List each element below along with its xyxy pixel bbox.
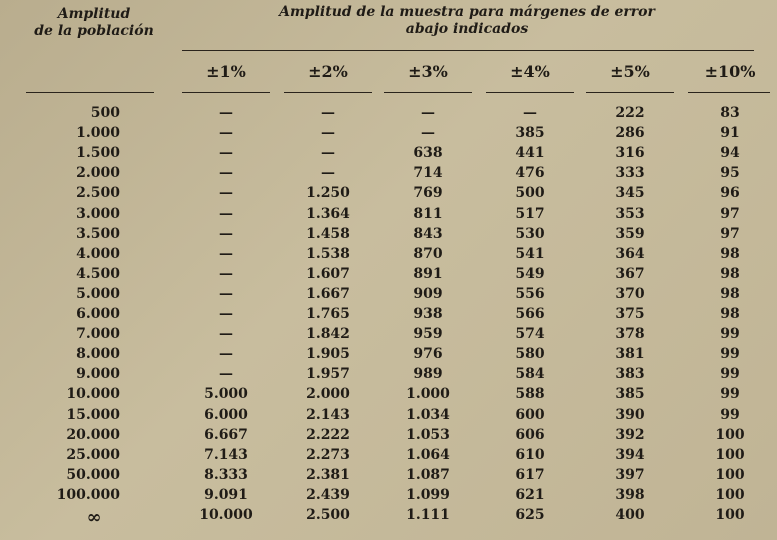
margin-header-row xyxy=(0,62,777,86)
sample-size-cell: 1.607 xyxy=(306,265,350,282)
sample-size-cell: 1.064 xyxy=(406,446,450,463)
sample-size-cell: 97 xyxy=(720,205,740,222)
sample-size-cell: 98 xyxy=(720,285,740,302)
sample-size-cell: 2.500 xyxy=(306,507,350,523)
sample-size-cell: 98 xyxy=(720,245,740,262)
sample-size-cell: 2.222 xyxy=(306,426,350,443)
sample-header xyxy=(180,4,754,38)
sample-size-cell: 100 xyxy=(715,426,745,443)
table-row xyxy=(0,366,777,386)
sample-size-cell: 94 xyxy=(720,145,740,162)
sample-size-cell: 100 xyxy=(715,486,745,503)
sample-size-cell: 385 xyxy=(515,125,545,142)
table-row xyxy=(0,246,777,266)
sample-size-cell: 1.538 xyxy=(306,245,350,262)
sample-size-cell: 394 xyxy=(615,446,645,463)
sample-size-cell: 9.091 xyxy=(204,486,248,503)
sample-size-cell: 638 xyxy=(413,145,443,162)
sample-size-cell: 606 xyxy=(515,426,545,443)
sample-size-cell: 99 xyxy=(720,326,740,343)
sample-size-cell: 1.765 xyxy=(306,306,350,322)
sample-size-cell: 1.099 xyxy=(406,486,450,503)
population-cell: 25.000 xyxy=(66,446,120,463)
sample-size-cell: 2.143 xyxy=(306,406,350,423)
sample-size-cell: 811 xyxy=(413,205,443,222)
table-row xyxy=(0,386,777,406)
sample-size-cell: 1.000 xyxy=(406,386,450,403)
population-cell: 50.000 xyxy=(66,466,120,483)
sample-header-line1: Amplitud de la muestra para márgenes de error xyxy=(279,4,655,20)
sample-size-cell: 989 xyxy=(413,366,443,383)
header-underline xyxy=(586,92,674,93)
sample-size-cell: 1.667 xyxy=(306,285,350,302)
table-row xyxy=(0,185,777,205)
population-cell: ∞ xyxy=(86,507,102,528)
sample-size-cell: — xyxy=(219,245,233,262)
margin-header-cell: ±5% xyxy=(610,62,650,81)
table-row xyxy=(0,165,777,185)
population-cell: 3.500 xyxy=(76,225,120,242)
sample-size-cell: 96 xyxy=(720,185,740,202)
population-cell: 2.500 xyxy=(76,185,120,202)
sample-size-cell: 621 xyxy=(515,486,545,503)
sample-size-cell: 286 xyxy=(615,125,645,142)
sample-size-cell: — xyxy=(219,205,233,222)
population-cell: 15.000 xyxy=(66,406,120,423)
header-underline xyxy=(486,92,574,93)
table-row xyxy=(0,467,777,487)
sample-size-cell: 1.842 xyxy=(306,326,350,343)
population-cell: 4.000 xyxy=(76,245,120,262)
sample-size-cell: 610 xyxy=(515,446,545,463)
sample-size-cell: — xyxy=(219,285,233,302)
table-row xyxy=(0,226,777,246)
table-row xyxy=(0,427,777,447)
sample-size-cell: 541 xyxy=(515,245,545,262)
sample-size-cell: — xyxy=(321,125,335,142)
table-row xyxy=(0,487,777,507)
population-cell: 20.000 xyxy=(66,426,120,443)
sample-size-cell: 381 xyxy=(615,346,645,363)
sample-size-cell: — xyxy=(219,125,233,142)
sample-size-cell: 566 xyxy=(515,306,545,322)
sample-size-cell: — xyxy=(219,145,233,162)
sample-size-cell: 617 xyxy=(515,466,545,483)
table-row xyxy=(0,105,777,125)
sample-size-cell: 91 xyxy=(720,125,740,142)
population-header xyxy=(24,6,164,40)
sample-size-cell: 574 xyxy=(515,326,545,343)
table-row xyxy=(0,507,777,527)
sample-size-cell: 556 xyxy=(515,285,545,302)
margin-header-cell: ±4% xyxy=(510,62,550,81)
table-row xyxy=(0,125,777,145)
sample-size-cell: 891 xyxy=(413,265,443,282)
header-underline xyxy=(182,92,270,93)
header-underline xyxy=(688,92,770,93)
sample-size-cell: 714 xyxy=(413,165,443,182)
sample-size-cell: 2.273 xyxy=(306,446,350,463)
sample-size-cell: 385 xyxy=(615,386,645,403)
population-cell: 6.000 xyxy=(76,306,120,322)
sample-size-cell: 1.458 xyxy=(306,225,350,242)
table-row xyxy=(0,206,777,226)
sample-size-cell: 976 xyxy=(413,346,443,363)
sample-size-cell: 95 xyxy=(720,165,740,182)
sample-size-cell: 1.087 xyxy=(406,466,450,483)
sample-size-cell: — xyxy=(523,105,537,121)
header-rule xyxy=(182,50,754,51)
sample-size-cell: 98 xyxy=(720,306,740,322)
sample-size-cell: 316 xyxy=(615,145,645,162)
sample-size-cell: 98 xyxy=(720,265,740,282)
sample-size-cell: 390 xyxy=(615,406,645,423)
sample-size-cell: 6.667 xyxy=(204,426,248,443)
table-row xyxy=(0,326,777,346)
sample-size-cell: 843 xyxy=(413,225,443,242)
sample-size-cell: 1.111 xyxy=(406,507,450,523)
sample-size-cell: 99 xyxy=(720,406,740,423)
population-cell: 1.500 xyxy=(76,145,120,162)
sample-size-cell: — xyxy=(421,105,435,121)
population-cell: 3.000 xyxy=(76,205,120,222)
sample-size-cell: 345 xyxy=(615,185,645,202)
population-cell: 7.000 xyxy=(76,326,120,343)
sample-size-cell: — xyxy=(321,145,335,162)
sample-size-cell: 769 xyxy=(413,185,443,202)
population-cell: 5.000 xyxy=(76,285,120,302)
sample-size-cell: 100 xyxy=(715,446,745,463)
sample-size-cell: — xyxy=(219,306,233,322)
sample-size-cell: 2.000 xyxy=(306,386,350,403)
table-row xyxy=(0,266,777,286)
sample-size-cell: 392 xyxy=(615,426,645,443)
sample-size-cell: 1.957 xyxy=(306,366,350,383)
sample-header-line2: abajo indicados xyxy=(405,21,529,37)
sample-size-cell: 5.000 xyxy=(204,386,248,403)
population-cell: 1.000 xyxy=(76,125,120,142)
sample-size-cell: 370 xyxy=(615,285,645,302)
population-cell: 500 xyxy=(90,105,120,121)
sample-size-cell: 397 xyxy=(615,466,645,483)
sample-size-cell: — xyxy=(219,165,233,182)
table-row xyxy=(0,306,777,326)
sample-size-cell: 625 xyxy=(515,507,545,523)
sample-size-cell: 441 xyxy=(515,145,545,162)
sample-size-cell: 359 xyxy=(615,225,645,242)
sample-size-cell: 375 xyxy=(615,306,645,322)
sample-size-cell: 2.381 xyxy=(306,466,350,483)
sample-size-cell: — xyxy=(219,225,233,242)
sample-size-cell: 549 xyxy=(515,265,545,282)
sample-size-cell: 584 xyxy=(515,366,545,383)
sample-size-cell: 870 xyxy=(413,245,443,262)
sample-size-cell: 8.333 xyxy=(204,466,248,483)
margin-header-cell: ±2% xyxy=(308,62,348,81)
sample-size-cell: 1.364 xyxy=(306,205,350,222)
sample-size-cell: 517 xyxy=(515,205,545,222)
sample-size-cell: 99 xyxy=(720,366,740,383)
table-row xyxy=(0,145,777,165)
sample-size-cell: 476 xyxy=(515,165,545,182)
sample-size-cell: 100 xyxy=(715,507,745,523)
sample-size-cell: 580 xyxy=(515,346,545,363)
sample-size-cell: 222 xyxy=(615,105,645,121)
sample-size-cell: — xyxy=(219,265,233,282)
margin-header-cell: ±3% xyxy=(408,62,448,81)
population-cell: 8.000 xyxy=(76,346,120,363)
sample-size-cell: 959 xyxy=(413,326,443,343)
sample-size-cell: 500 xyxy=(515,185,545,202)
sample-size-cell: 83 xyxy=(720,105,740,121)
population-cell: 2.000 xyxy=(76,165,120,182)
sample-size-cell: 938 xyxy=(413,306,443,322)
population-cell: 4.500 xyxy=(76,265,120,282)
sample-size-cell: — xyxy=(321,165,335,182)
sample-size-cell: 1.053 xyxy=(406,426,450,443)
sample-size-cell: — xyxy=(321,105,335,121)
header-underline xyxy=(384,92,472,93)
sample-size-cell: — xyxy=(219,105,233,121)
sample-size-cell: 333 xyxy=(615,165,645,182)
population-header-line1: Amplitud xyxy=(57,6,131,22)
sample-size-cell: 400 xyxy=(615,507,645,523)
sample-size-cell: 10.000 xyxy=(199,507,253,523)
sample-size-cell: — xyxy=(219,346,233,363)
sample-size-cell: 588 xyxy=(515,386,545,403)
header-underline xyxy=(284,92,372,93)
header-underline xyxy=(26,92,154,93)
sample-size-cell: 530 xyxy=(515,225,545,242)
sample-size-cell: 1.034 xyxy=(406,406,450,423)
sample-size-cell: 1.250 xyxy=(306,185,350,202)
sample-size-cell: — xyxy=(421,125,435,142)
population-cell: 10.000 xyxy=(66,386,120,403)
sample-size-cell: — xyxy=(219,326,233,343)
table-row xyxy=(0,286,777,306)
sample-size-cell: 2.439 xyxy=(306,486,350,503)
table-row xyxy=(0,407,777,427)
sample-size-cell: 378 xyxy=(615,326,645,343)
sample-size-cell: 364 xyxy=(615,245,645,262)
sample-size-cell: 6.000 xyxy=(204,406,248,423)
sample-size-cell: 7.143 xyxy=(204,446,248,463)
population-cell: 9.000 xyxy=(76,366,120,383)
table-row xyxy=(0,447,777,467)
sample-size-cell: 100 xyxy=(715,466,745,483)
sample-size-cell: 600 xyxy=(515,406,545,423)
sample-size-cell: 367 xyxy=(615,265,645,282)
margin-header-cell: ±1% xyxy=(206,62,246,81)
sample-size-cell: 383 xyxy=(615,366,645,383)
sample-size-cell: 99 xyxy=(720,386,740,403)
sample-size-cell: 1.905 xyxy=(306,346,350,363)
sample-size-cell: 398 xyxy=(615,486,645,503)
sample-size-cell: 99 xyxy=(720,346,740,363)
sample-size-cell: 909 xyxy=(413,285,443,302)
table-row xyxy=(0,346,777,366)
population-cell: 100.000 xyxy=(56,486,120,503)
population-header-line2: de la población xyxy=(34,23,154,39)
sample-size-cell: — xyxy=(219,366,233,383)
margin-header-cell: ±10% xyxy=(704,62,756,81)
sample-size-cell: 97 xyxy=(720,225,740,242)
sample-size-cell: — xyxy=(219,185,233,202)
sample-size-cell: 353 xyxy=(615,205,645,222)
